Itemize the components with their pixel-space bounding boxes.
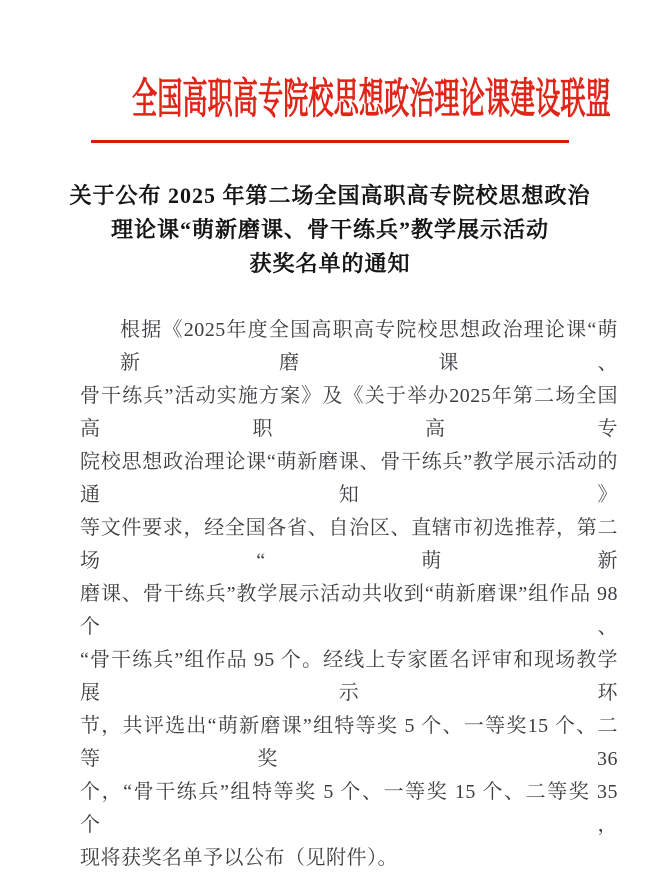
body-line: 院校思想政治理论课“萌新磨课、骨干练兵”教学展示活动的通知》 — [80, 450, 618, 506]
notice-title-line-3: 获奖名单的通知 — [249, 250, 411, 276]
body-line: 根据《2025年度全国高职高专院校思想政治理论课“萌新磨课、 — [120, 318, 618, 374]
notice-title-line-1: 关于公布 2025 年第二场全国高职高专院校思想政治 — [69, 182, 591, 208]
org-header-title: 全国高职高专院校思想政治理论课建设联盟 — [131, 77, 611, 123]
body-line: 磨课、骨干练兵”教学展示活动共收到“萌新磨课”组作品 98 个、 — [80, 582, 618, 638]
body-line: 骨干练兵”活动实施方案》及《关于举办2025年第二场全国高职高专 — [80, 384, 618, 440]
notice-body-paragraph — [80, 314, 618, 875]
body-line: 节，共评选出“萌新磨课”组特等奖 5 个、一等奖15 个、二等奖 36 — [80, 714, 618, 770]
body-line: 等文件要求，经全国各省、自治区、直辖市初选推荐，第二场“萌新 — [80, 516, 618, 572]
body-line: 现将获奖名单予以公布（见附件）。 — [80, 846, 398, 869]
notice-title-line-2: 理论课“萌新磨课、骨干练兵”教学展示活动 — [110, 216, 549, 242]
notice-title — [0, 179, 660, 281]
body-line: 个，“骨干练兵”组特等奖 5 个、一等奖 15 个、二等奖 35 个， — [80, 780, 618, 836]
body-line: “骨干练兵”组作品 95 个。经线上专家匿名评审和现场教学展示环 — [80, 648, 618, 704]
document-page — [0, 74, 660, 869]
red-divider-line — [91, 140, 569, 143]
